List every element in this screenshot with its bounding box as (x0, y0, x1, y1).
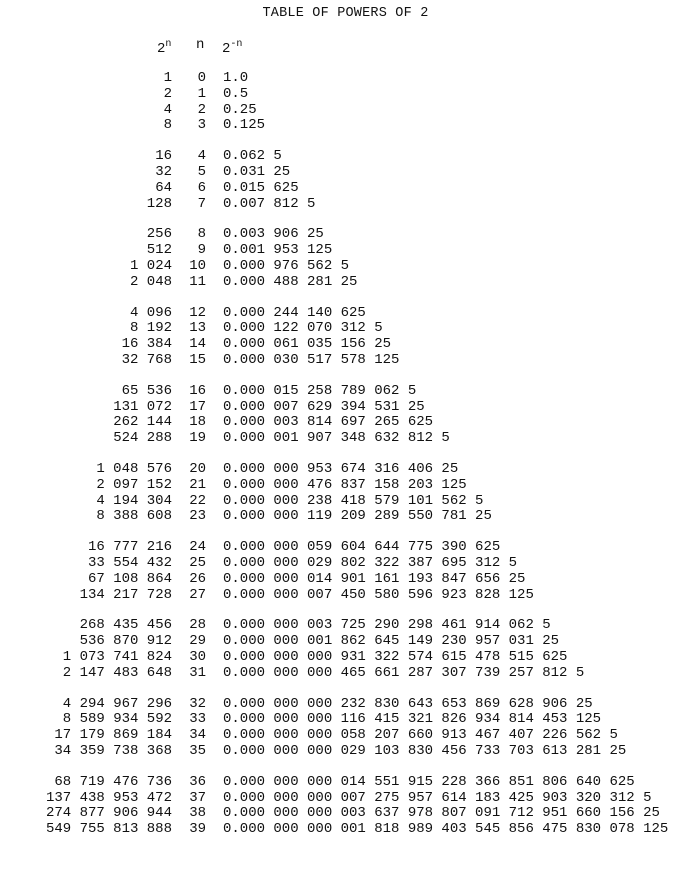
table-row (0, 821, 691, 837)
table-row (0, 727, 691, 743)
inverse-power-value: 0.000 000 000 014 551 915 228 366 851 806 640 625 (223, 773, 635, 790)
power-value: 8 388 608 (96, 508, 172, 525)
table-row (0, 743, 691, 759)
n-value: 36 (189, 773, 206, 790)
table-row (0, 274, 691, 290)
power-value: 512 (146, 242, 172, 259)
inverse-power-value: 0.000 030 517 578 125 (223, 352, 400, 368)
inverse-power-value: 0.000 000 000 931 322 574 615 478 515 625 (223, 649, 568, 665)
table-row (0, 164, 691, 180)
power-value: 131 072 (113, 398, 172, 415)
power-value: 1 073 741 824 (62, 649, 172, 665)
inverse-power-value: 0.000 000 029 802 322 387 695 312 5 (223, 555, 518, 571)
power-value: 2 (163, 85, 172, 102)
inverse-power-value: 0.000 000 119 209 289 550 781 25 (223, 508, 492, 525)
inverse-power-value: 0.000 122 070 312 5 (223, 320, 383, 337)
n-value: 24 (189, 539, 206, 556)
power-value: 2 147 483 648 (62, 664, 172, 681)
inverse-power-value: 0.007 812 5 (223, 195, 316, 212)
inverse-power-value: 0.000 001 907 348 632 812 5 (223, 430, 450, 447)
inverse-power-value: 0.000 976 562 5 (223, 258, 350, 274)
table-row (0, 649, 691, 665)
table-row (0, 790, 691, 806)
n-value: 26 (189, 570, 206, 587)
n-value: 3 (197, 117, 206, 134)
header-inverse-base: 2 (222, 41, 231, 57)
power-value: 274 877 906 944 (45, 805, 172, 822)
table-row (0, 226, 691, 242)
n-value: 4 (197, 148, 206, 165)
table-row (0, 477, 691, 493)
n-value: 38 (189, 805, 206, 822)
header-power-exp: n (165, 39, 172, 50)
power-value: 16 384 (121, 336, 172, 353)
n-value: 34 (189, 727, 206, 744)
inverse-power-value: 0.125 (223, 117, 266, 134)
header-power-base: 2 (157, 41, 166, 57)
table-row (0, 665, 691, 681)
n-value: 15 (189, 352, 206, 368)
n-value: 5 (197, 164, 206, 180)
table-row (0, 258, 691, 274)
inverse-power-value: 0.000 003 814 697 265 625 (223, 414, 434, 431)
table-row (0, 352, 691, 368)
table-row (0, 414, 691, 430)
n-value: 29 (189, 633, 206, 650)
table-row (0, 336, 691, 352)
table-row (0, 617, 691, 633)
n-value: 19 (189, 430, 206, 447)
power-value: 17 179 869 184 (54, 727, 172, 744)
power-value: 34 359 738 368 (54, 743, 172, 759)
n-value: 32 (189, 695, 206, 712)
power-value: 4 194 304 (96, 492, 172, 509)
inverse-power-value: 0.062 5 (223, 148, 282, 165)
power-value: 65 536 (121, 382, 172, 399)
table-row (0, 539, 691, 555)
inverse-power-value: 0.000 000 000 465 661 287 307 739 257 812 5 (223, 664, 585, 681)
n-value: 6 (197, 179, 206, 196)
power-value: 4 (163, 101, 172, 118)
inverse-power-value: 0.001 953 125 (223, 242, 333, 259)
n-value: 11 (189, 273, 206, 290)
n-value: 33 (189, 711, 206, 728)
power-value: 2 097 152 (96, 476, 172, 493)
inverse-power-value: 0.000 000 000 029 103 830 456 733 703 613 281 25 (223, 743, 627, 759)
table-row (0, 587, 691, 603)
table-row (0, 696, 691, 712)
inverse-power-value: 0.000 000 000 003 637 978 807 091 712 951 660 156 25 (223, 805, 660, 822)
table-row (0, 711, 691, 727)
inverse-power-value: 0.000 000 003 725 290 298 461 914 062 5 (223, 617, 551, 634)
n-value: 8 (197, 226, 206, 243)
power-value: 4 096 (129, 304, 172, 321)
power-value: 2 048 (129, 273, 172, 290)
inverse-power-value: 0.000 000 000 232 830 643 653 869 628 906 25 (223, 695, 593, 712)
power-value: 8 192 (129, 320, 172, 337)
n-value: 0 (197, 70, 206, 86)
table-row (0, 805, 691, 821)
n-value: 20 (189, 461, 206, 477)
n-value: 1 (197, 85, 206, 102)
n-value: 37 (189, 789, 206, 806)
inverse-power-value: 0.015 625 (223, 179, 299, 196)
power-value: 68 719 476 736 (54, 773, 172, 790)
power-value: 268 435 456 (79, 617, 172, 634)
n-value: 21 (189, 476, 206, 493)
table-row (0, 70, 691, 86)
n-value: 13 (189, 320, 206, 337)
power-value: 16 (155, 148, 172, 165)
power-value: 32 768 (121, 352, 172, 368)
table-row (0, 633, 691, 649)
power-value: 67 108 864 (87, 570, 172, 587)
power-value: 137 438 953 472 (45, 789, 172, 806)
table-row (0, 102, 691, 118)
n-value: 2 (197, 101, 206, 118)
inverse-power-value: 0.000 061 035 156 25 (223, 336, 392, 353)
table-row (0, 117, 691, 133)
n-value: 35 (189, 743, 206, 759)
inverse-power-value: 0.000 000 000 007 275 957 614 183 425 903 320 312 5 (223, 789, 652, 806)
inverse-power-value: 0.000 007 629 394 531 25 (223, 398, 425, 415)
power-value: 262 144 (113, 414, 172, 431)
n-value: 30 (189, 649, 206, 665)
table-row (0, 180, 691, 196)
power-value: 8 589 934 592 (62, 711, 172, 728)
inverse-power-value: 0.000 244 140 625 (223, 304, 366, 321)
page-title: TABLE OF POWERS OF 2 (262, 6, 429, 21)
table-row (0, 555, 691, 571)
n-value: 7 (197, 195, 206, 212)
inverse-power-value: 0.000 000 014 901 161 193 847 656 25 (223, 570, 526, 587)
power-value: 16 777 216 (87, 539, 172, 556)
table-row (0, 571, 691, 587)
inverse-power-value: 0.000 000 001 862 645 149 230 957 031 25 (223, 633, 560, 650)
n-value: 23 (189, 508, 206, 525)
power-value: 4 294 967 296 (62, 695, 172, 712)
inverse-power-value: 0.000 000 238 418 579 101 562 5 (223, 492, 484, 509)
power-value: 64 (155, 179, 172, 196)
power-value: 1 048 576 (96, 461, 172, 477)
table-row (0, 196, 691, 212)
power-value: 536 870 912 (79, 633, 172, 650)
inverse-power-value: 0.000 000 007 450 580 596 923 828 125 (223, 586, 534, 603)
inverse-power-value: 0.000 000 000 116 415 321 826 934 814 453 125 (223, 711, 602, 728)
n-value: 12 (189, 304, 206, 321)
inverse-power-value: 0.000 015 258 789 062 5 (223, 382, 417, 399)
n-value: 17 (189, 398, 206, 415)
inverse-power-value: 0.000 000 000 001 818 989 403 545 856 475 830 078 125 (223, 821, 669, 838)
table-row (0, 242, 691, 258)
table-row (0, 461, 691, 477)
n-value: 16 (189, 382, 206, 399)
n-value: 18 (189, 414, 206, 431)
table-row (0, 148, 691, 164)
header-n: n (196, 37, 205, 53)
inverse-power-value: 0.000 000 000 058 207 660 913 467 407 226 562 5 (223, 727, 618, 744)
n-value: 22 (189, 492, 206, 509)
table-row (0, 774, 691, 790)
inverse-power-value: 0.000 000 476 837 158 203 125 (223, 476, 467, 493)
n-value: 27 (189, 586, 206, 603)
power-value: 549 755 813 888 (45, 821, 172, 838)
power-value: 8 (163, 117, 172, 134)
n-value: 31 (189, 664, 206, 681)
power-value: 32 (155, 164, 172, 180)
power-value: 128 (146, 195, 172, 212)
n-value: 9 (197, 242, 206, 259)
n-value: 28 (189, 617, 206, 634)
power-value: 134 217 728 (79, 586, 172, 603)
n-value: 10 (189, 258, 206, 274)
table-row (0, 320, 691, 336)
power-value: 524 288 (113, 430, 172, 447)
power-value: 1 (163, 70, 172, 86)
inverse-power-value: 0.5 (223, 85, 249, 102)
header-inverse-power (222, 36, 242, 58)
power-value: 33 554 432 (87, 555, 172, 571)
inverse-power-value: 1.0 (223, 70, 249, 86)
header-inverse-exp: -n (230, 39, 243, 50)
inverse-power-value: 0.031 25 (223, 164, 291, 180)
inverse-power-value: 0.000 000 953 674 316 406 25 (223, 461, 459, 477)
inverse-power-value: 0.25 (223, 101, 257, 118)
n-value: 14 (189, 336, 206, 353)
table-row (0, 430, 691, 446)
n-value: 39 (189, 821, 206, 838)
header-power (157, 36, 171, 58)
table-row (0, 305, 691, 321)
table-row (0, 493, 691, 509)
power-value: 256 (146, 226, 172, 243)
table-row (0, 508, 691, 524)
inverse-power-value: 0.000 000 059 604 644 775 390 625 (223, 539, 501, 556)
n-value: 25 (189, 555, 206, 571)
table-row (0, 86, 691, 102)
power-value: 1 024 (129, 258, 172, 274)
inverse-power-value: 0.000 488 281 25 (223, 273, 358, 290)
table-row (0, 383, 691, 399)
inverse-power-value: 0.003 906 25 (223, 226, 324, 243)
table-row (0, 399, 691, 415)
